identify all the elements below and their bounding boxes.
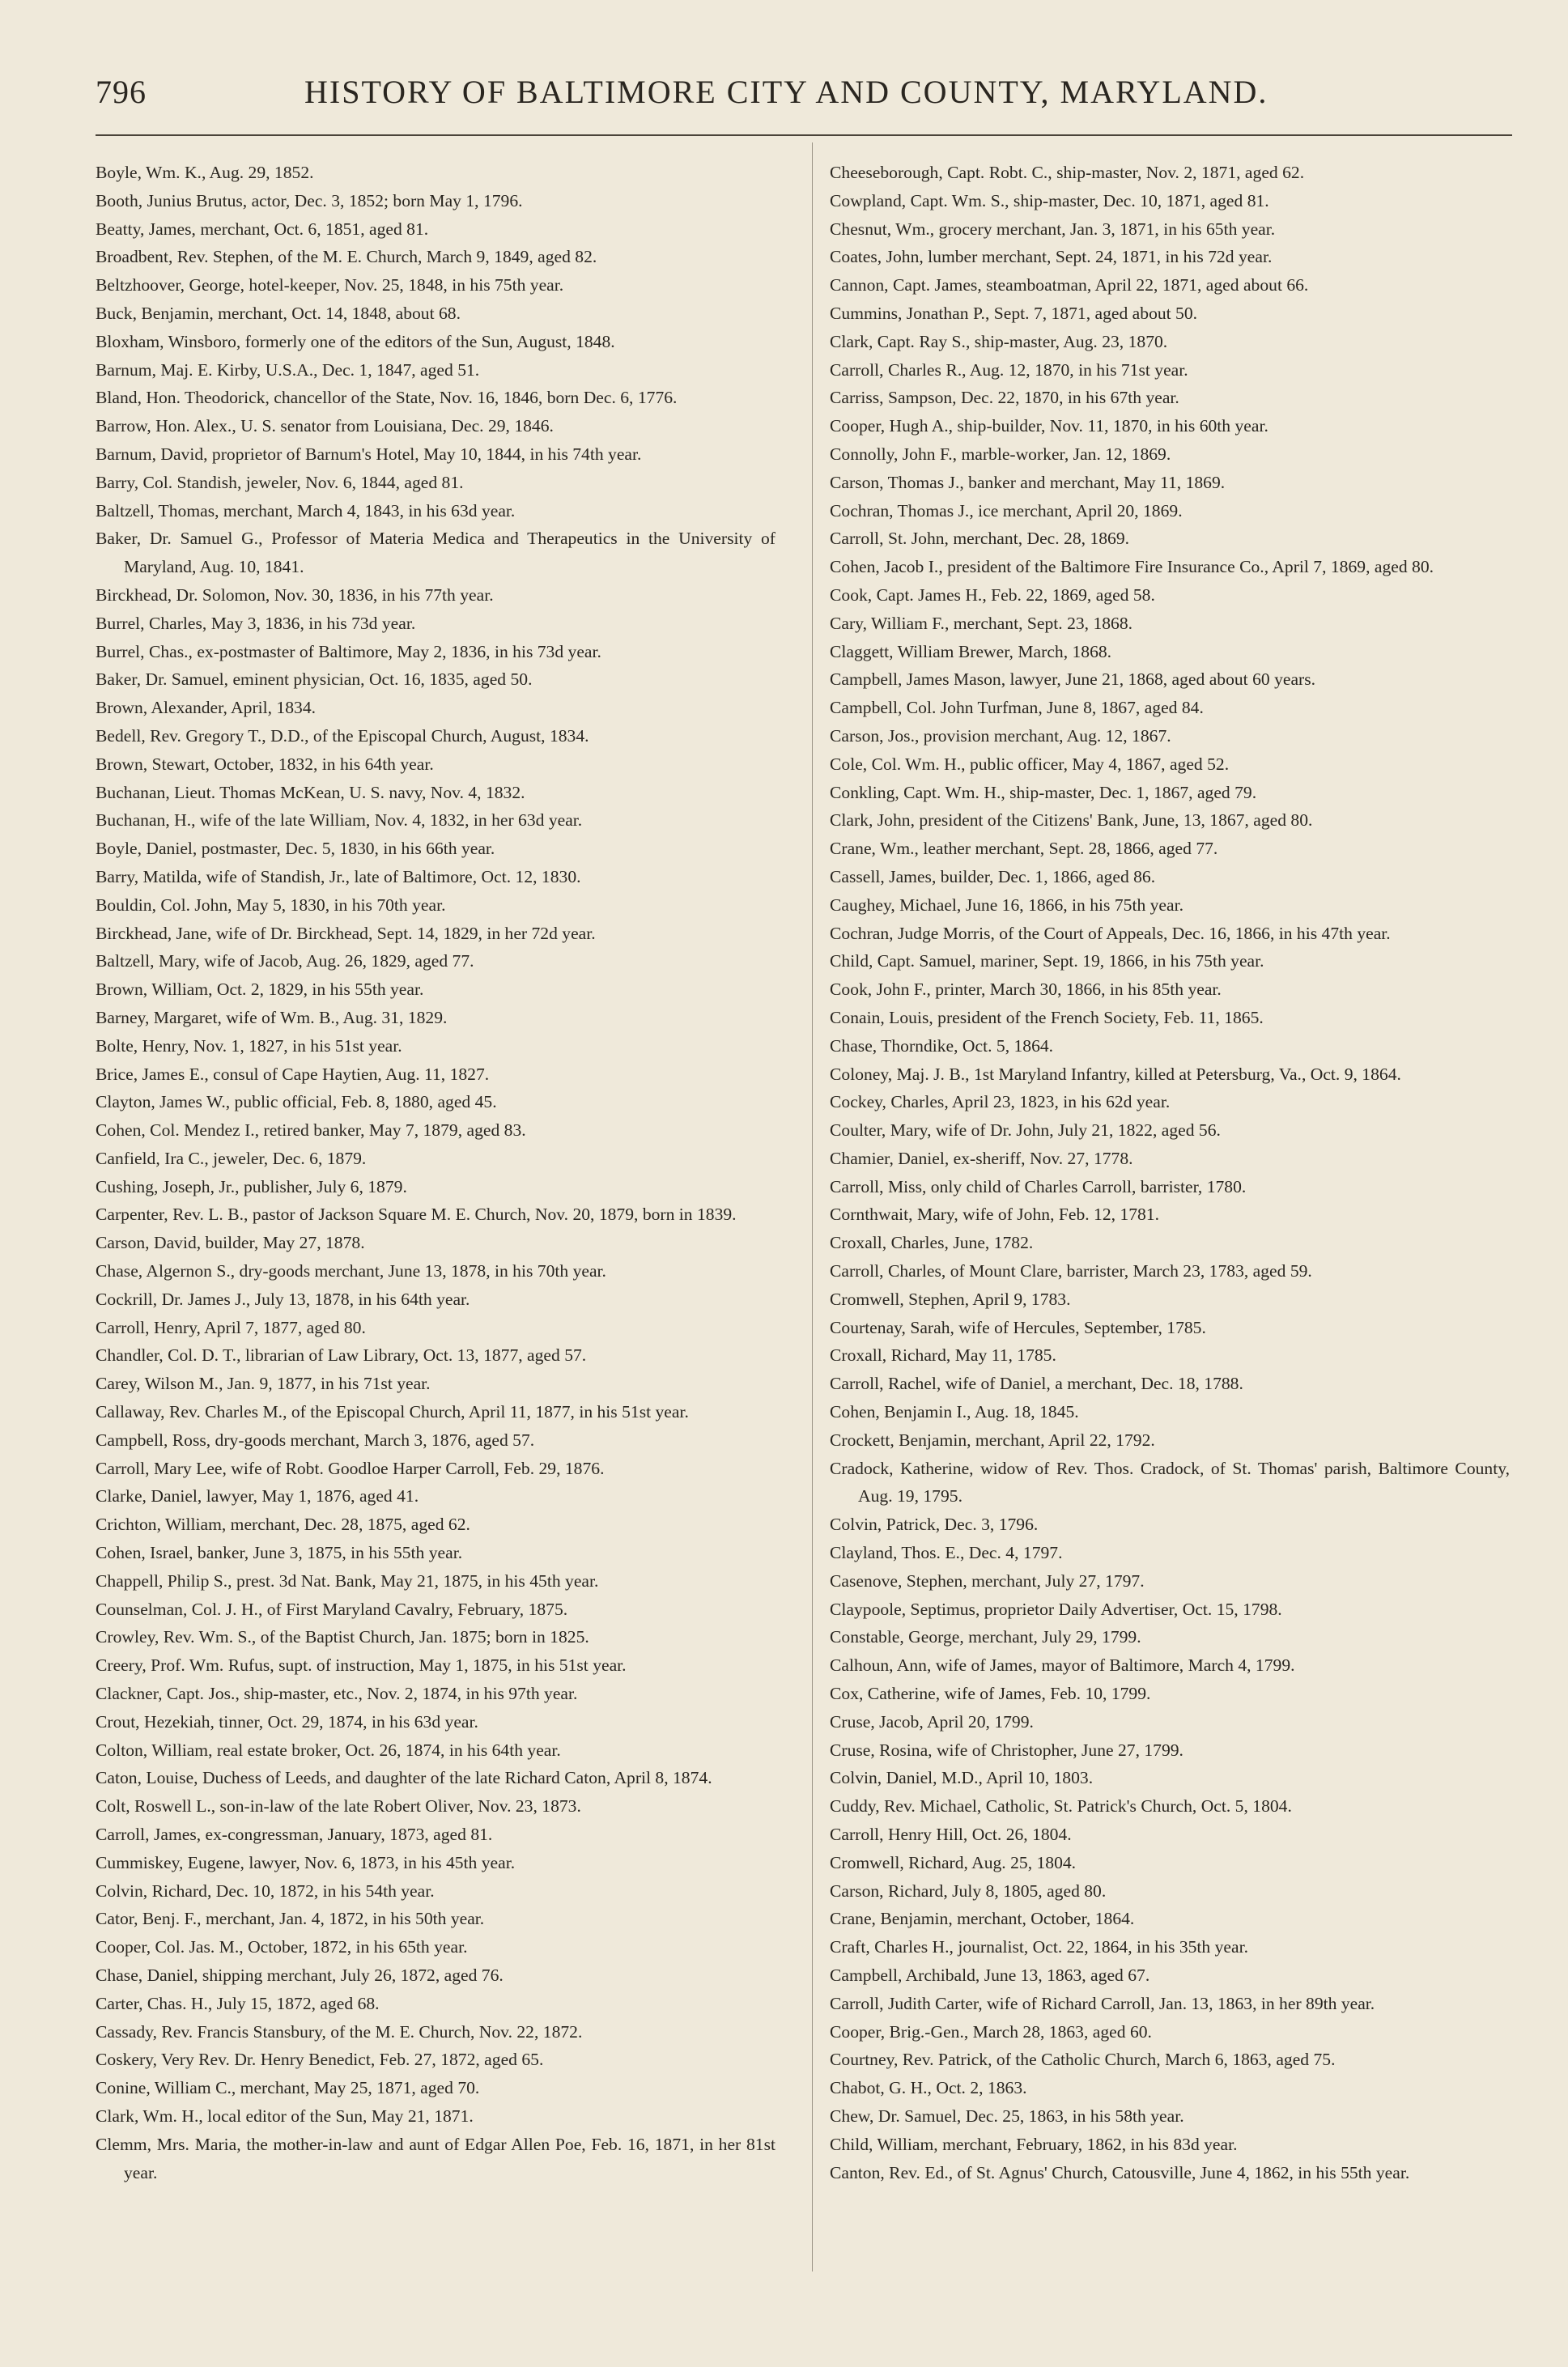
obituary-entry: Barney, Margaret, wife of Wm. B., Aug. 31, 1829. [96,1007,448,1027]
obituary-entry: Clarke, Daniel, lawyer, May 1, 1876, aged 41. [96,1486,419,1506]
obituary-entry: Clemm, Mrs. Maria, the mother-in-law and aunt of Edgar Allen Poe, Feb. 16, 1871, in her 81st year. [96,2134,776,2182]
obituary-entry: Beltzhoover, George, hotel-keeper, Nov. 25, 1848, in his 75th year. [96,275,564,295]
obituary-entry: Cradock, Katherine, widow of Rev. Thos. Cradock, of St. Thomas' parish, Baltimore County, Aug. 19, 1795. [830,1458,1510,1506]
obituary-entry: Bouldin, Col. John, May 5, 1830, in his 70th year. [96,895,446,915]
obituary-entry: Cole, Col. Wm. H., public officer, May 4, 1867, aged 52. [830,754,1230,774]
obituary-entry: Baker, Dr. Samuel, eminent physician, Oct. 16, 1835, aged 50. [96,669,533,690]
obituary-entry: Cooper, Brig.-Gen., March 28, 1863, aged 60. [830,2021,1152,2042]
obituary-entry: Crockett, Benjamin, merchant, April 22, 1792. [830,1430,1155,1450]
obituary-entry: Baker, Dr. Samuel G., Professor of Materia Medica and Therapeutics in the University of Maryland, Aug. 10, 1841. [96,529,776,577]
obituary-entry: Cohen, Jacob I., president of the Baltimore Fire Insurance Co., April 7, 1869, aged 80. [830,557,1434,577]
obituary-entry: Colvin, Daniel, M.D., April 10, 1803. [830,1768,1094,1788]
left-column [96,159,776,2186]
obituary-entry: Colvin, Richard, Dec. 10, 1872, in his 54th year. [96,1880,435,1901]
right-column [830,159,1510,2186]
obituary-entry: Baltzell, Thomas, merchant, March 4, 1843, in his 63d year. [96,500,516,521]
obituary-entry: Cox, Catherine, wife of James, Feb. 10, 1799. [830,1684,1151,1704]
obituary-entry: Colt, Roswell L., son-in-law of the late Robert Oliver, Nov. 23, 1873. [96,1796,581,1817]
obituary-entry: Birckhead, Jane, wife of Dr. Birckhead, Sept. 14, 1829, in her 72d year. [96,923,596,943]
obituary-entry: Barnum, Maj. E. Kirby, U.S.A., Dec. 1, 1847, aged 51. [96,359,480,380]
obituary-entry: Claggett, William Brewer, March, 1868. [830,641,1112,661]
obituary-entry: Barry, Matilda, wife of Standish, Jr., late of Baltimore, Oct. 12, 1830. [96,866,581,886]
obituary-entry: Broadbent, Rev. Stephen, of the M. E. Church, March 9, 1849, aged 82. [96,247,597,267]
obituary-entry: Claypoole, Septimus, proprietor Daily Advertiser, Oct. 15, 1798. [830,1599,1282,1619]
header-rule [96,134,1512,136]
obituary-entry: Carson, Jos., provision merchant, Aug. 12, 1867. [830,725,1171,746]
obituary-entry: Courtney, Rev. Patrick, of the Catholic Church, March 6, 1863, aged 75. [830,2050,1336,2070]
obituary-entry: Campbell, Archibald, June 13, 1863, aged 67. [830,1965,1150,1985]
obituary-entry: Campbell, James Mason, lawyer, June 21, 1868, aged about 60 years. [830,669,1316,690]
obituary-entry: Cruse, Jacob, April 20, 1799. [830,1711,1034,1732]
obituary-entry: Crout, Hezekiah, tinner, Oct. 29, 1874, in his 63d year. [96,1711,478,1732]
obituary-entry: Constable, George, merchant, July 29, 1799. [830,1627,1141,1647]
obituary-entry: Cummins, Jonathan P., Sept. 7, 1871, aged about 50. [830,303,1198,323]
obituary-entry: Cornthwait, Mary, wife of John, Feb. 12, 1781. [830,1205,1160,1225]
obituary-entry: Cator, Benj. F., merchant, Jan. 4, 1872, in his 50th year. [96,1909,485,1929]
obituary-entry: Booth, Junius Brutus, actor, Dec. 3, 1852; born May 1, 1796. [96,190,523,210]
obituary-entry: Burrel, Chas., ex-postmaster of Baltimore, May 2, 1836, in his 73d year. [96,641,601,661]
obituary-entry: Crane, Benjamin, merchant, October, 1864. [830,1909,1135,1929]
obituary-entry: Crowley, Rev. Wm. S., of the Baptist Church, Jan. 1875; born in 1825. [96,1627,589,1647]
obituary-entry: Carson, Richard, July 8, 1805, aged 80. [830,1880,1107,1901]
obituary-entry: Clark, John, president of the Citizens' Bank, June, 13, 1867, aged 80. [830,810,1313,831]
obituary-entry: Chew, Dr. Samuel, Dec. 25, 1863, in his 58th year. [830,2106,1184,2126]
obituary-entry: Cowpland, Capt. Wm. S., ship-master, Dec. 10, 1871, aged 81. [830,190,1269,210]
obituary-entry: Chabot, G. H., Oct. 2, 1863. [830,2078,1027,2098]
obituary-entry: Beatty, James, merchant, Oct. 6, 1851, aged 81. [96,219,429,239]
obituary-entry: Canfield, Ira C., jeweler, Dec. 6, 1879. [96,1148,367,1168]
obituary-entry: Colvin, Patrick, Dec. 3, 1796. [830,1515,1039,1535]
obituary-entry: Croxall, Richard, May 11, 1785. [830,1345,1056,1366]
obituary-entry: Cushing, Joseph, Jr., publisher, July 6, 1879. [96,1176,407,1196]
obituary-entry: Brown, Stewart, October, 1832, in his 64th year. [96,754,434,774]
obituary-entry: Brice, James E., consul of Cape Haytien, Aug. 11, 1827. [96,1064,490,1084]
obituary-entry: Cochran, Judge Morris, of the Court of Appeals, Dec. 16, 1866, in his 47th year. [830,923,1391,943]
obituary-entry: Caughey, Michael, June 16, 1866, in his 75th year. [830,895,1183,915]
obituary-entry: Buchanan, H., wife of the late William, Nov. 4, 1832, in her 63d year. [96,810,583,831]
obituary-entry: Barrow, Hon. Alex., U. S. senator from Louisiana, Dec. 29, 1846. [96,416,554,436]
obituary-entry: Colton, William, real estate broker, Oct. 26, 1874, in his 64th year. [96,1740,561,1760]
obituary-entry: Cochran, Thomas J., ice merchant, April 20, 1869. [830,500,1183,521]
obituary-entry: Cruse, Rosina, wife of Christopher, June 27, 1799. [830,1740,1183,1760]
obituary-entry: Chappell, Philip S., prest. 3d Nat. Bank, May 21, 1875, in his 45th year. [96,1570,599,1591]
obituary-entry: Cook, John F., printer, March 30, 1866, in his 85th year. [830,980,1222,1000]
obituary-entry: Cassell, James, builder, Dec. 1, 1866, aged 86. [830,866,1156,886]
obituary-entry: Cromwell, Richard, Aug. 25, 1804. [830,1852,1077,1872]
obituary-entry: Croxall, Charles, June, 1782. [830,1233,1034,1253]
obituary-entry: Campbell, Col. John Turfman, June 8, 1867, aged 84. [830,698,1204,718]
obituary-entry: Buchanan, Lieut. Thomas McKean, U. S. navy, Nov. 4, 1832. [96,782,525,802]
page-number: 796 [96,74,147,110]
obituary-entry: Craft, Charles H., journalist, Oct. 22, 1864, in his 35th year. [830,1937,1248,1957]
obituary-entry: Chamier, Daniel, ex-sheriff, Nov. 27, 1778. [830,1148,1133,1168]
obituary-entry: Counselman, Col. J. H., of First Maryland Cavalry, February, 1875. [96,1599,568,1619]
obituary-entry: Barry, Col. Standish, jeweler, Nov. 6, 1844, aged 81. [96,472,464,492]
obituary-entry: Coloney, Maj. J. B., 1st Maryland Infantry, killed at Petersburg, Va., Oct. 9, 1864. [830,1064,1401,1084]
obituary-entry: Cohen, Benjamin I., Aug. 18, 1845. [830,1402,1079,1422]
obituary-entry: Carroll, Rachel, wife of Daniel, a merchant, Dec. 18, 1788. [830,1374,1243,1394]
obituary-entry: Carter, Chas. H., July 15, 1872, aged 68. [96,1993,380,2013]
obituary-entry: Carroll, Judith Carter, wife of Richard Carroll, Jan. 13, 1863, in her 89th year. [830,1993,1375,2013]
obituary-entry: Coskery, Very Rev. Dr. Henry Benedict, Feb. 27, 1872, aged 65. [96,2050,544,2070]
obituary-entry: Conkling, Capt. Wm. H., ship-master, Dec. 1, 1867, aged 79. [830,782,1257,802]
obituary-entry: Coates, John, lumber merchant, Sept. 24, 1871, in his 72d year. [830,247,1273,267]
obituary-entry: Clayland, Thos. E., Dec. 4, 1797. [830,1543,1063,1563]
obituary-entry: Barnum, David, proprietor of Barnum's Hotel, May 10, 1844, in his 74th year. [96,444,642,464]
obituary-entry: Courtenay, Sarah, wife of Hercules, September, 1785. [830,1317,1206,1337]
page-title: HISTORY OF BALTIMORE CITY AND COUNTY, MARYLAND. [304,74,1268,110]
obituary-entry: Crichton, William, merchant, Dec. 28, 1875, aged 62. [96,1515,470,1535]
obituary-entry: Calhoun, Ann, wife of James, mayor of Baltimore, March 4, 1799. [830,1655,1295,1676]
obituary-entry: Carson, Thomas J., banker and merchant, May 11, 1869. [830,472,1226,492]
obituary-entry: Carroll, Charles, of Mount Clare, barrister, March 23, 1783, aged 59. [830,1261,1312,1281]
obituary-entry: Chase, Thorndike, Oct. 5, 1864. [830,1035,1054,1056]
obituary-entry: Crane, Wm., leather merchant, Sept. 28, 1866, aged 77. [830,839,1218,859]
obituary-entry: Caton, Louise, Duchess of Leeds, and daughter of the late Richard Caton, April 8, 1874. [96,1768,712,1788]
obituary-entry: Cockey, Charles, April 23, 1823, in his 62d year. [830,1092,1171,1112]
obituary-entry: Carpenter, Rev. L. B., pastor of Jackson Square M. E. Church, Nov. 20, 1879, born in 1839. [96,1205,737,1225]
obituary-entry: Carroll, St. John, merchant, Dec. 28, 1869. [830,529,1130,549]
obituary-entry: Clark, Capt. Ray S., ship-master, Aug. 23, 1870. [830,331,1168,351]
obituary-entry: Carroll, Miss, only child of Charles Carroll, barrister, 1780. [830,1176,1247,1196]
obituary-entry: Cummiskey, Eugene, lawyer, Nov. 6, 1873, in his 45th year. [96,1852,516,1872]
obituary-entry: Cohen, Israel, banker, June 3, 1875, in his 55th year. [96,1543,463,1563]
obituary-entry: Chandler, Col. D. T., librarian of Law Library, Oct. 13, 1877, aged 57. [96,1345,587,1366]
obituary-entry: Clackner, Capt. Jos., ship-master, etc., Nov. 2, 1874, in his 97th year. [96,1684,578,1704]
obituary-entry: Bloxham, Winsboro, formerly one of the editors of the Sun, August, 1848. [96,331,615,351]
obituary-entry: Cary, William F., merchant, Sept. 23, 1868. [830,613,1133,633]
obituary-entry: Boyle, Daniel, postmaster, Dec. 5, 1830, in his 66th year. [96,839,495,859]
obituary-entry: Carroll, Henry Hill, Oct. 26, 1804. [830,1825,1072,1845]
obituary-entry: Cheeseborough, Capt. Robt. C., ship-master, Nov. 2, 1871, aged 62. [830,163,1305,182]
obituary-entry: Carey, Wilson M., Jan. 9, 1877, in his 71st year. [96,1374,431,1394]
obituary-entry: Cooper, Hugh A., ship-builder, Nov. 11, 1870, in his 60th year. [830,416,1268,436]
obituary-entry: Carroll, Mary Lee, wife of Robt. Goodloe Harper Carroll, Feb. 29, 1876. [96,1458,605,1478]
obituary-entry: Clayton, James W., public official, Feb. 8, 1880, aged 45. [96,1092,497,1112]
obituary-entry: Callaway, Rev. Charles M., of the Episcopal Church, April 11, 1877, in his 51st year. [96,1402,689,1422]
obituary-entry: Chase, Daniel, shipping merchant, July 26, 1872, aged 76. [96,1965,504,1985]
obituary-entry: Carroll, Charles R., Aug. 12, 1870, in his 71st year. [830,359,1188,380]
obituary-entry: Carson, David, builder, May 27, 1878. [96,1233,365,1253]
obituary-entry: Birckhead, Dr. Solomon, Nov. 30, 1836, in his 77th year. [96,584,494,605]
obituary-entry: Conain, Louis, president of the French Society, Feb. 11, 1865. [830,1007,1264,1027]
obituary-entry: Baltzell, Mary, wife of Jacob, Aug. 26, 1829, aged 77. [96,951,474,971]
obituary-entry: Child, Capt. Samuel, mariner, Sept. 19, 1866, in his 75th year. [830,951,1264,971]
obituary-entry: Chesnut, Wm., grocery merchant, Jan. 3, 1871, in his 65th year. [830,219,1276,239]
obituary-entry: Brown, William, Oct. 2, 1829, in his 55th year. [96,980,424,1000]
obituary-entry: Canton, Rev. Ed., of St. Agnus' Church, Catousville, June 4, 1862, in his 55th year. [830,2162,1410,2182]
obituary-entry: Boyle, Wm. K., Aug. 29, 1852. [96,163,314,182]
obituary-entry: Buck, Benjamin, merchant, Oct. 14, 1848, about 68. [96,303,461,323]
obituary-entry: Burrel, Charles, May 3, 1836, in his 73d year. [96,613,416,633]
obituary-entry: Bedell, Rev. Gregory T., D.D., of the Episcopal Church, August, 1834. [96,725,589,746]
obituary-entry: Cromwell, Stephen, April 9, 1783. [830,1289,1071,1309]
obituary-entry: Cook, Capt. James H., Feb. 22, 1869, aged 58. [830,584,1155,605]
obituary-entry: Carroll, James, ex-congressman, January, 1873, aged 81. [96,1825,493,1845]
obituary-entry: Brown, Alexander, April, 1834. [96,698,317,718]
obituary-entry: Cuddy, Rev. Michael, Catholic, St. Patrick's Church, Oct. 5, 1804. [830,1796,1292,1817]
obituary-entry: Cooper, Col. Jas. M., October, 1872, in his 65th year. [96,1937,468,1957]
obituary-entry: Creery, Prof. Wm. Rufus, supt. of instruction, May 1, 1875, in his 51st year. [96,1655,627,1676]
obituary-entry: Carriss, Sampson, Dec. 22, 1870, in his 67th year. [830,388,1179,408]
obituary-entry: Bland, Hon. Theodorick, chancellor of the State, Nov. 16, 1846, born Dec. 6, 1776. [96,388,678,408]
column-divider [812,142,813,2271]
obituary-entry: Child, William, merchant, February, 1862, in his 83d year. [830,2134,1238,2154]
obituary-entry: Coulter, Mary, wife of Dr. John, July 21, 1822, aged 56. [830,1120,1221,1141]
obituary-entry: Bolte, Henry, Nov. 1, 1827, in his 51st year. [96,1035,402,1056]
obituary-entry: Casenove, Stephen, merchant, July 27, 1797. [830,1570,1145,1591]
obituary-entry: Carroll, Henry, April 7, 1877, aged 80. [96,1317,366,1337]
obituary-entry: Cannon, Capt. James, steamboatman, April 22, 1871, aged about 66. [830,275,1309,295]
obituary-entry: Cohen, Col. Mendez I., retired banker, May 7, 1879, aged 83. [96,1120,526,1141]
obituary-entry: Clark, Wm. H., local editor of the Sun, May 21, 1871. [96,2106,474,2126]
obituary-entry: Cassady, Rev. Francis Stansbury, of the M. E. Church, Nov. 22, 1872. [96,2021,583,2042]
obituary-entry: Cockrill, Dr. James J., July 13, 1878, in his 64th year. [96,1289,470,1309]
obituary-entry: Conine, William C., merchant, May 25, 1871, aged 70. [96,2078,480,2098]
obituary-entry: Connolly, John F., marble-worker, Jan. 12, 1869. [830,444,1171,464]
obituary-entry: Chase, Algernon S., dry-goods merchant, June 13, 1878, in his 70th year. [96,1261,606,1281]
obituary-entry: Campbell, Ross, dry-goods merchant, March 3, 1876, aged 57. [96,1430,535,1450]
